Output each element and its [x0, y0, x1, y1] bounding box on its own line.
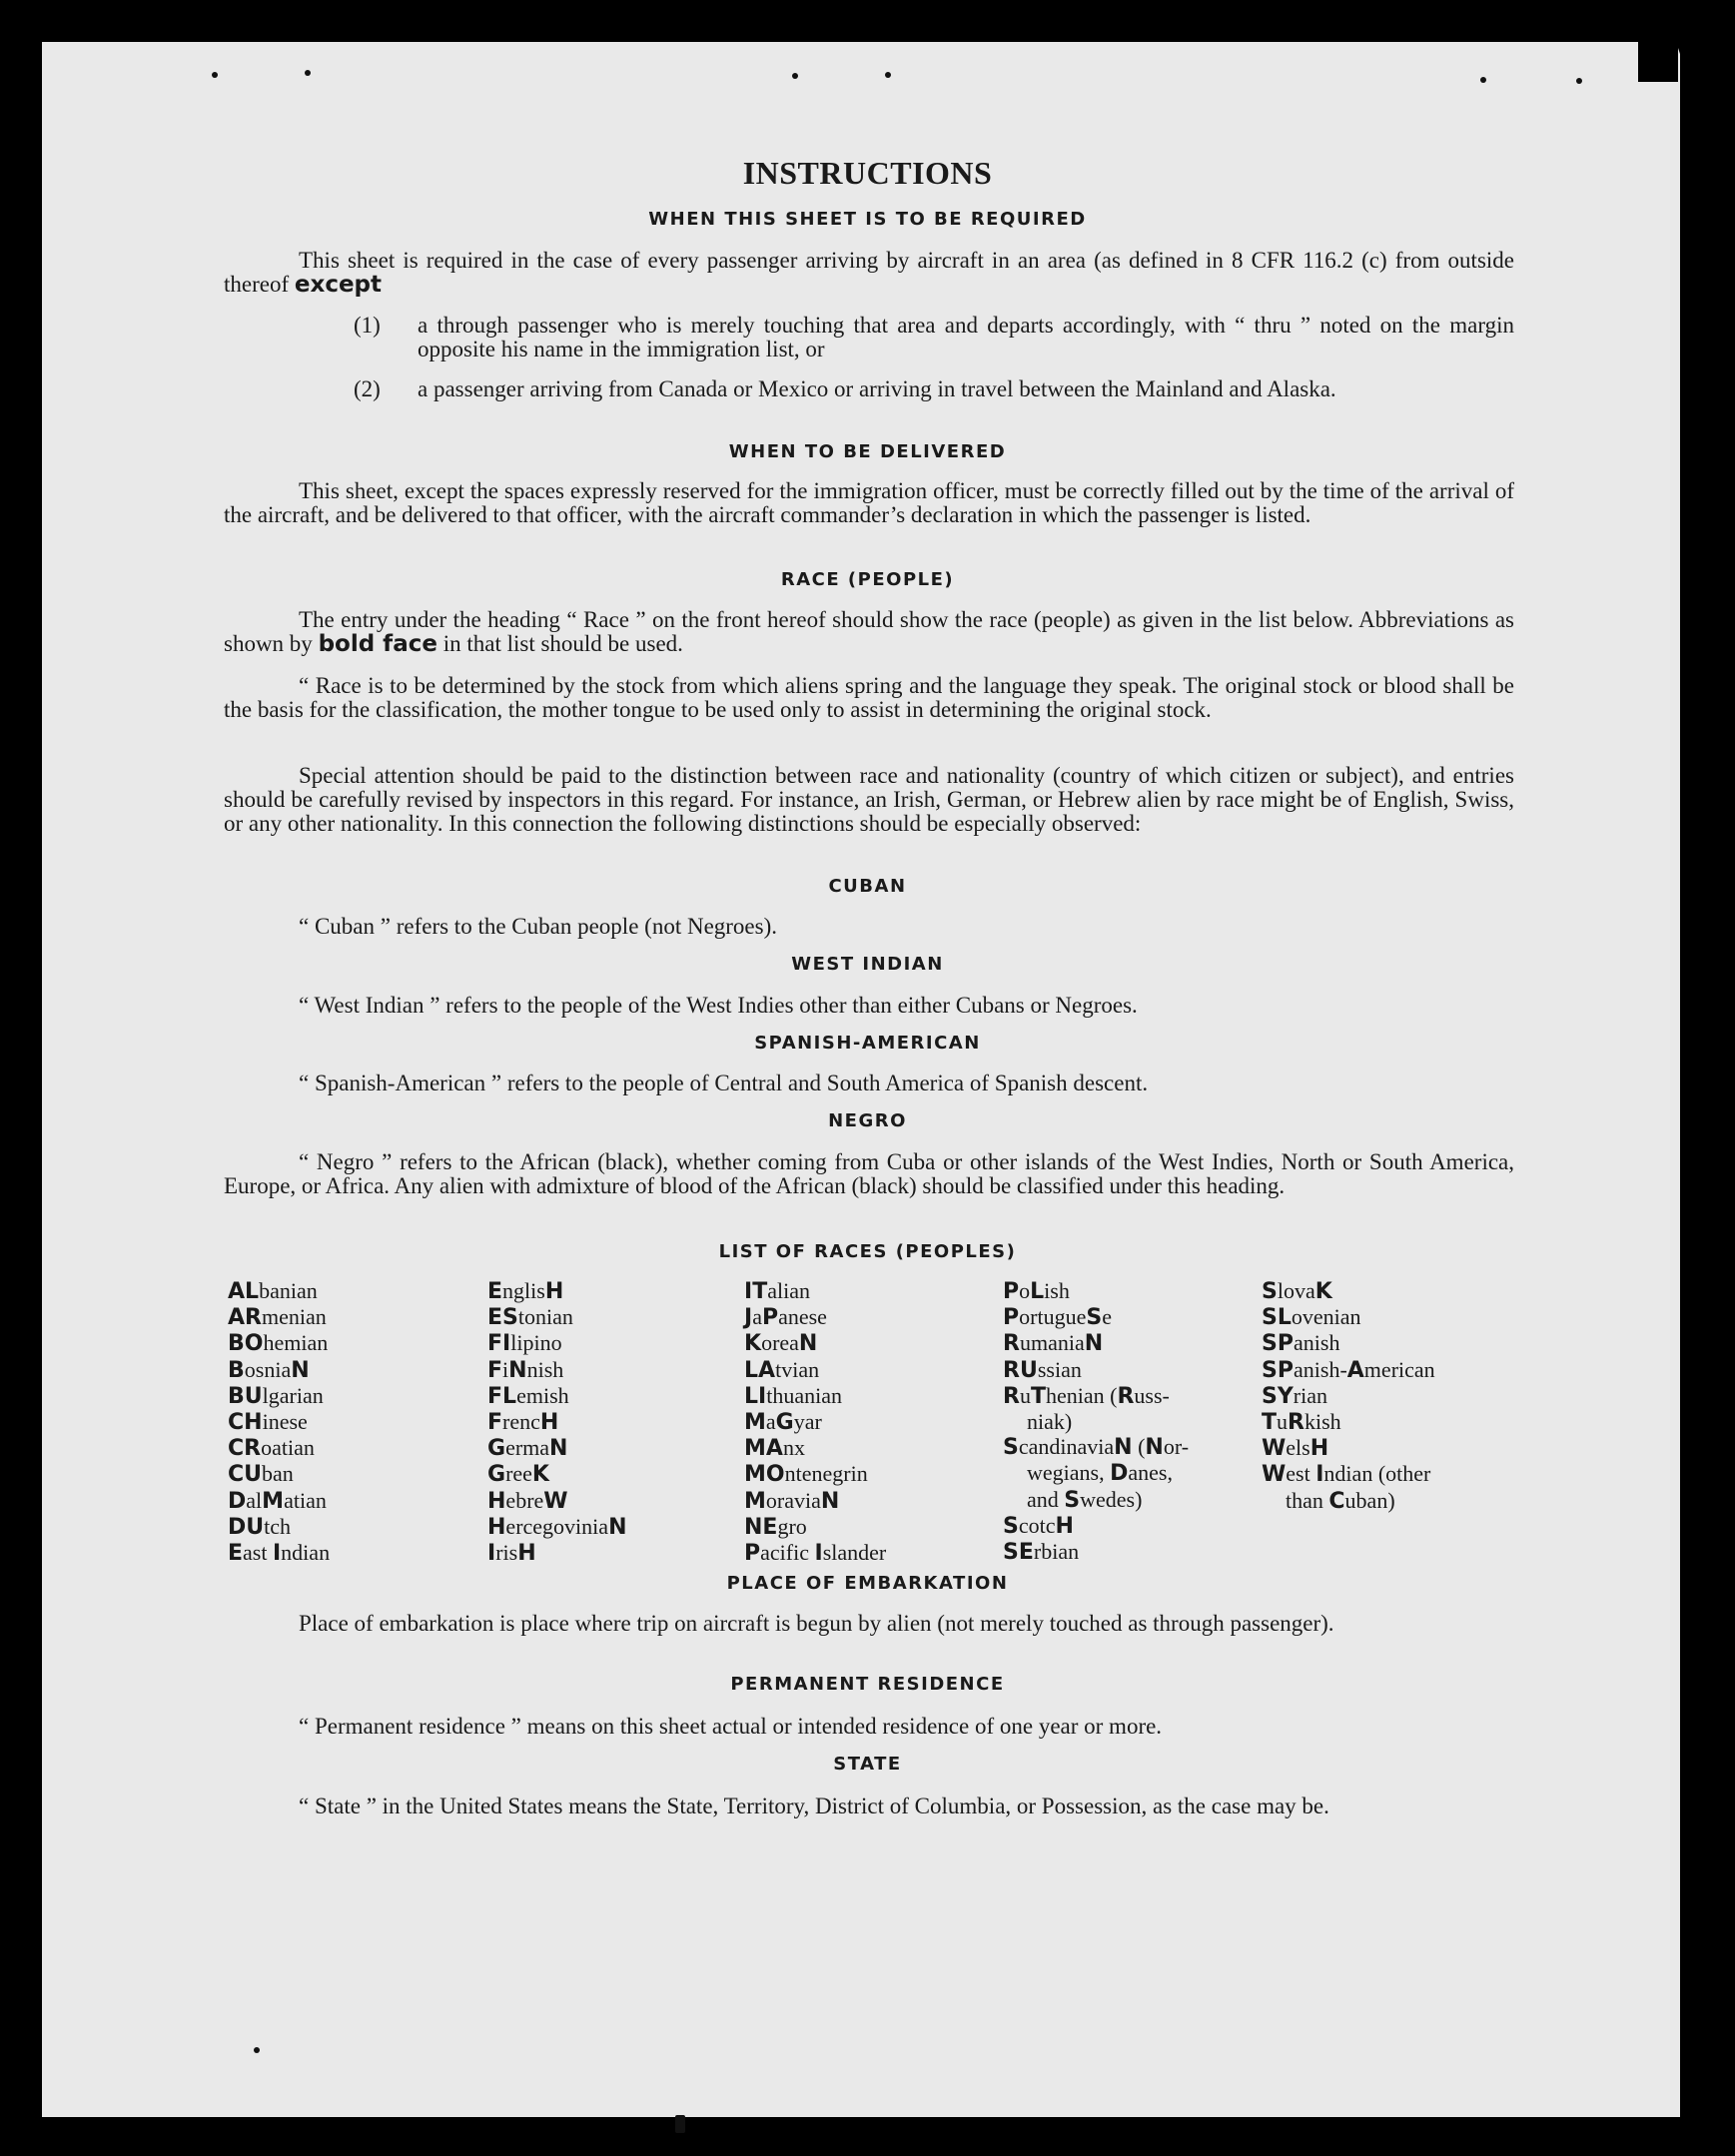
residence-text: “ Permanent residence ” means on this sheet actual or intended residence of one year or more.: [299, 1714, 1163, 1739]
heading-when-required: WHEN THIS SHEET IS TO BE REQUIRED: [648, 209, 1087, 230]
race-entry: WelsH: [1262, 1435, 1329, 1462]
state-text: “ State ” in the United States means the State, Territory, District of Columbia, or Possession, as the case may be.: [299, 1794, 1329, 1818]
race-entry: EnglisH: [487, 1278, 564, 1304]
when-delivered-text: This sheet, except the spaces expressly reserved for the immigration officer, must be correctly filled out by the time of the arrival of the aircraft, and be delivered to that officer, with the aircraft commander’s declaration in which the passenger is listed.: [224, 478, 1514, 527]
race-entry: EStonian: [487, 1304, 573, 1331]
scan-speck: [254, 2047, 260, 2053]
race-entry: MaGyar: [744, 1409, 822, 1436]
race-entry: FLemish: [487, 1382, 569, 1409]
heading-embarkation: PLACE OF EMBARKATION: [726, 1573, 1009, 1594]
race-entry: BOhemian: [228, 1330, 329, 1357]
race-entry: LIthuanian: [744, 1382, 842, 1409]
race-entry: ScandinaviaN (Nor-: [1003, 1434, 1190, 1461]
race-paragraph-1: The entry under the heading “ Race ” on the front hereof should show the race (people) as given in the list below. Abbreviations as shown by bold face in that list should be used.: [224, 607, 1514, 657]
scan-speck: [675, 2115, 685, 2133]
race-entry: DUtch: [228, 1513, 292, 1540]
race-entry: CUban: [228, 1461, 294, 1488]
negro-text: “ Negro ” refers to the African (black), whether coming from Cuba or other islands of the West Indies, North or South America, Europe, or Africa. Any alien with admixture of blood of the African (black) should be classified under this heading.: [224, 1149, 1514, 1198]
race-entry: BosniaN: [228, 1356, 310, 1383]
race-entry: wegians, Danes,: [1027, 1460, 1173, 1487]
race-column-5: [1262, 1278, 1435, 1514]
race-paragraph-3: Special attention should be paid to the distinction between race and nationality (country of which citizen or subject), and entries should be carefully revised by inspectors in this regard. For instance, an Irish, German, or Hebrew alien by race might be of English, Swiss, or any other nationality. In this connection the following distinctions should be especially observed:: [224, 763, 1514, 836]
spanish-american-text: “ Spanish-American ” refers to the people of Central and South America of Spanish descent.: [299, 1071, 1149, 1095]
race-entry: LAtvian: [744, 1356, 820, 1383]
race-entry: PoLish: [1003, 1278, 1070, 1304]
race-entry: West Indian (other: [1262, 1461, 1431, 1488]
race-entry: SPanish: [1262, 1330, 1340, 1357]
race-entry: TuRkish: [1262, 1409, 1341, 1436]
race-entry: KoreaN: [744, 1330, 818, 1357]
race-entry: ScotcH: [1003, 1512, 1074, 1539]
race-entry: BUlgarian: [228, 1382, 324, 1409]
heading-state: STATE: [833, 1754, 902, 1775]
embarkation-text: Place of embarkation is place where trip on aircraft is begun by alien (not merely touched as through passenger).: [299, 1611, 1334, 1636]
race-entry: RumaniaN: [1003, 1330, 1104, 1357]
race-column-4: [1003, 1278, 1189, 1565]
race-entry: SErbian: [1003, 1539, 1080, 1566]
scan-speck: [885, 72, 891, 78]
race-entry: MoraviaN: [744, 1487, 840, 1514]
scan-speck: [792, 73, 798, 79]
when-required-intro: This sheet is required in the case of every passenger arriving by aircraft in an area (as defined in 8 CFR 116.2 (c) from outside thereof except: [224, 248, 1514, 298]
folded-corner: [1638, 42, 1678, 82]
race-entry: GreeK: [487, 1461, 549, 1488]
race-column-2: [487, 1278, 626, 1566]
race-entry: niak): [1027, 1409, 1073, 1435]
west-indian-text: “ West Indian ” refers to the people of the West Indies other than either Cubans or Negroes.: [299, 993, 1138, 1018]
cuban-text: “ Cuban ” refers to the Cuban people (not Negroes).: [299, 914, 778, 939]
race-entry: RuThenian (Russ-: [1003, 1382, 1170, 1409]
race-entry: MAnx: [744, 1435, 805, 1462]
race-entry: East Indian: [228, 1540, 331, 1567]
race-entry: ITalian: [744, 1278, 810, 1304]
heading-negro: NEGRO: [828, 1110, 907, 1131]
race-entry: SYrian: [1262, 1382, 1328, 1409]
race-entry: HercegoviniaN: [487, 1513, 627, 1540]
race-entry: ARmenian: [228, 1304, 327, 1331]
heading-race: RACE (PEOPLE): [780, 569, 955, 590]
heading-when-delivered: WHEN TO BE DELIVERED: [728, 441, 1007, 462]
race-entry: and Swedes): [1027, 1486, 1143, 1513]
race-entry: SLovenian: [1262, 1304, 1361, 1331]
race-entry: CHinese: [228, 1409, 308, 1436]
race-entry: FiNnish: [487, 1356, 564, 1383]
scan-speck: [305, 70, 311, 76]
scan-speck: [1576, 78, 1582, 84]
race-entry: RUssian: [1003, 1356, 1082, 1383]
heading-permanent-residence: PERMANENT RESIDENCE: [730, 1674, 1005, 1695]
scan-speck: [212, 72, 218, 78]
race-entry: IrisH: [487, 1540, 536, 1567]
race-paragraph-2: “ Race is to be determined by the stock from which aliens spring and the language they speak. The original stock or blood shall be the basis for the classification, the mother tongue to be used only to assist in determining the original stock.: [224, 673, 1514, 722]
race-entry: FrencH: [487, 1409, 559, 1436]
race-entry: JaPanese: [744, 1304, 827, 1331]
race-entry: NEgro: [744, 1513, 807, 1540]
race-entry: ALbanian: [228, 1278, 318, 1304]
race-entry: FIlipino: [487, 1330, 562, 1357]
race-column-3: [744, 1278, 886, 1566]
race-entry: MOntenegrin: [744, 1461, 868, 1488]
race-entry: Pacific Islander: [744, 1540, 887, 1567]
race-column-1: [228, 1278, 330, 1566]
race-entry: DalMatian: [228, 1487, 327, 1514]
race-entry: SlovaK: [1262, 1278, 1332, 1304]
scan-speck: [1480, 77, 1486, 83]
heading-list-of-races: LIST OF RACES (PEOPLES): [718, 1241, 1017, 1262]
heading-cuban: CUBAN: [828, 876, 907, 897]
race-entry: CRoatian: [228, 1435, 315, 1462]
heading-spanish-american: SPANISH-AMERICAN: [754, 1033, 981, 1054]
heading-west-indian: WEST INDIAN: [791, 954, 944, 975]
race-entry: than Cuban): [1286, 1487, 1395, 1514]
race-entry: PortugueSe: [1003, 1304, 1112, 1331]
page-title: INSTRUCTIONS: [742, 155, 993, 191]
race-entry: HebreW: [487, 1487, 568, 1514]
race-entry: SPanish-American: [1262, 1356, 1435, 1383]
race-entry: GermaN: [487, 1435, 568, 1462]
